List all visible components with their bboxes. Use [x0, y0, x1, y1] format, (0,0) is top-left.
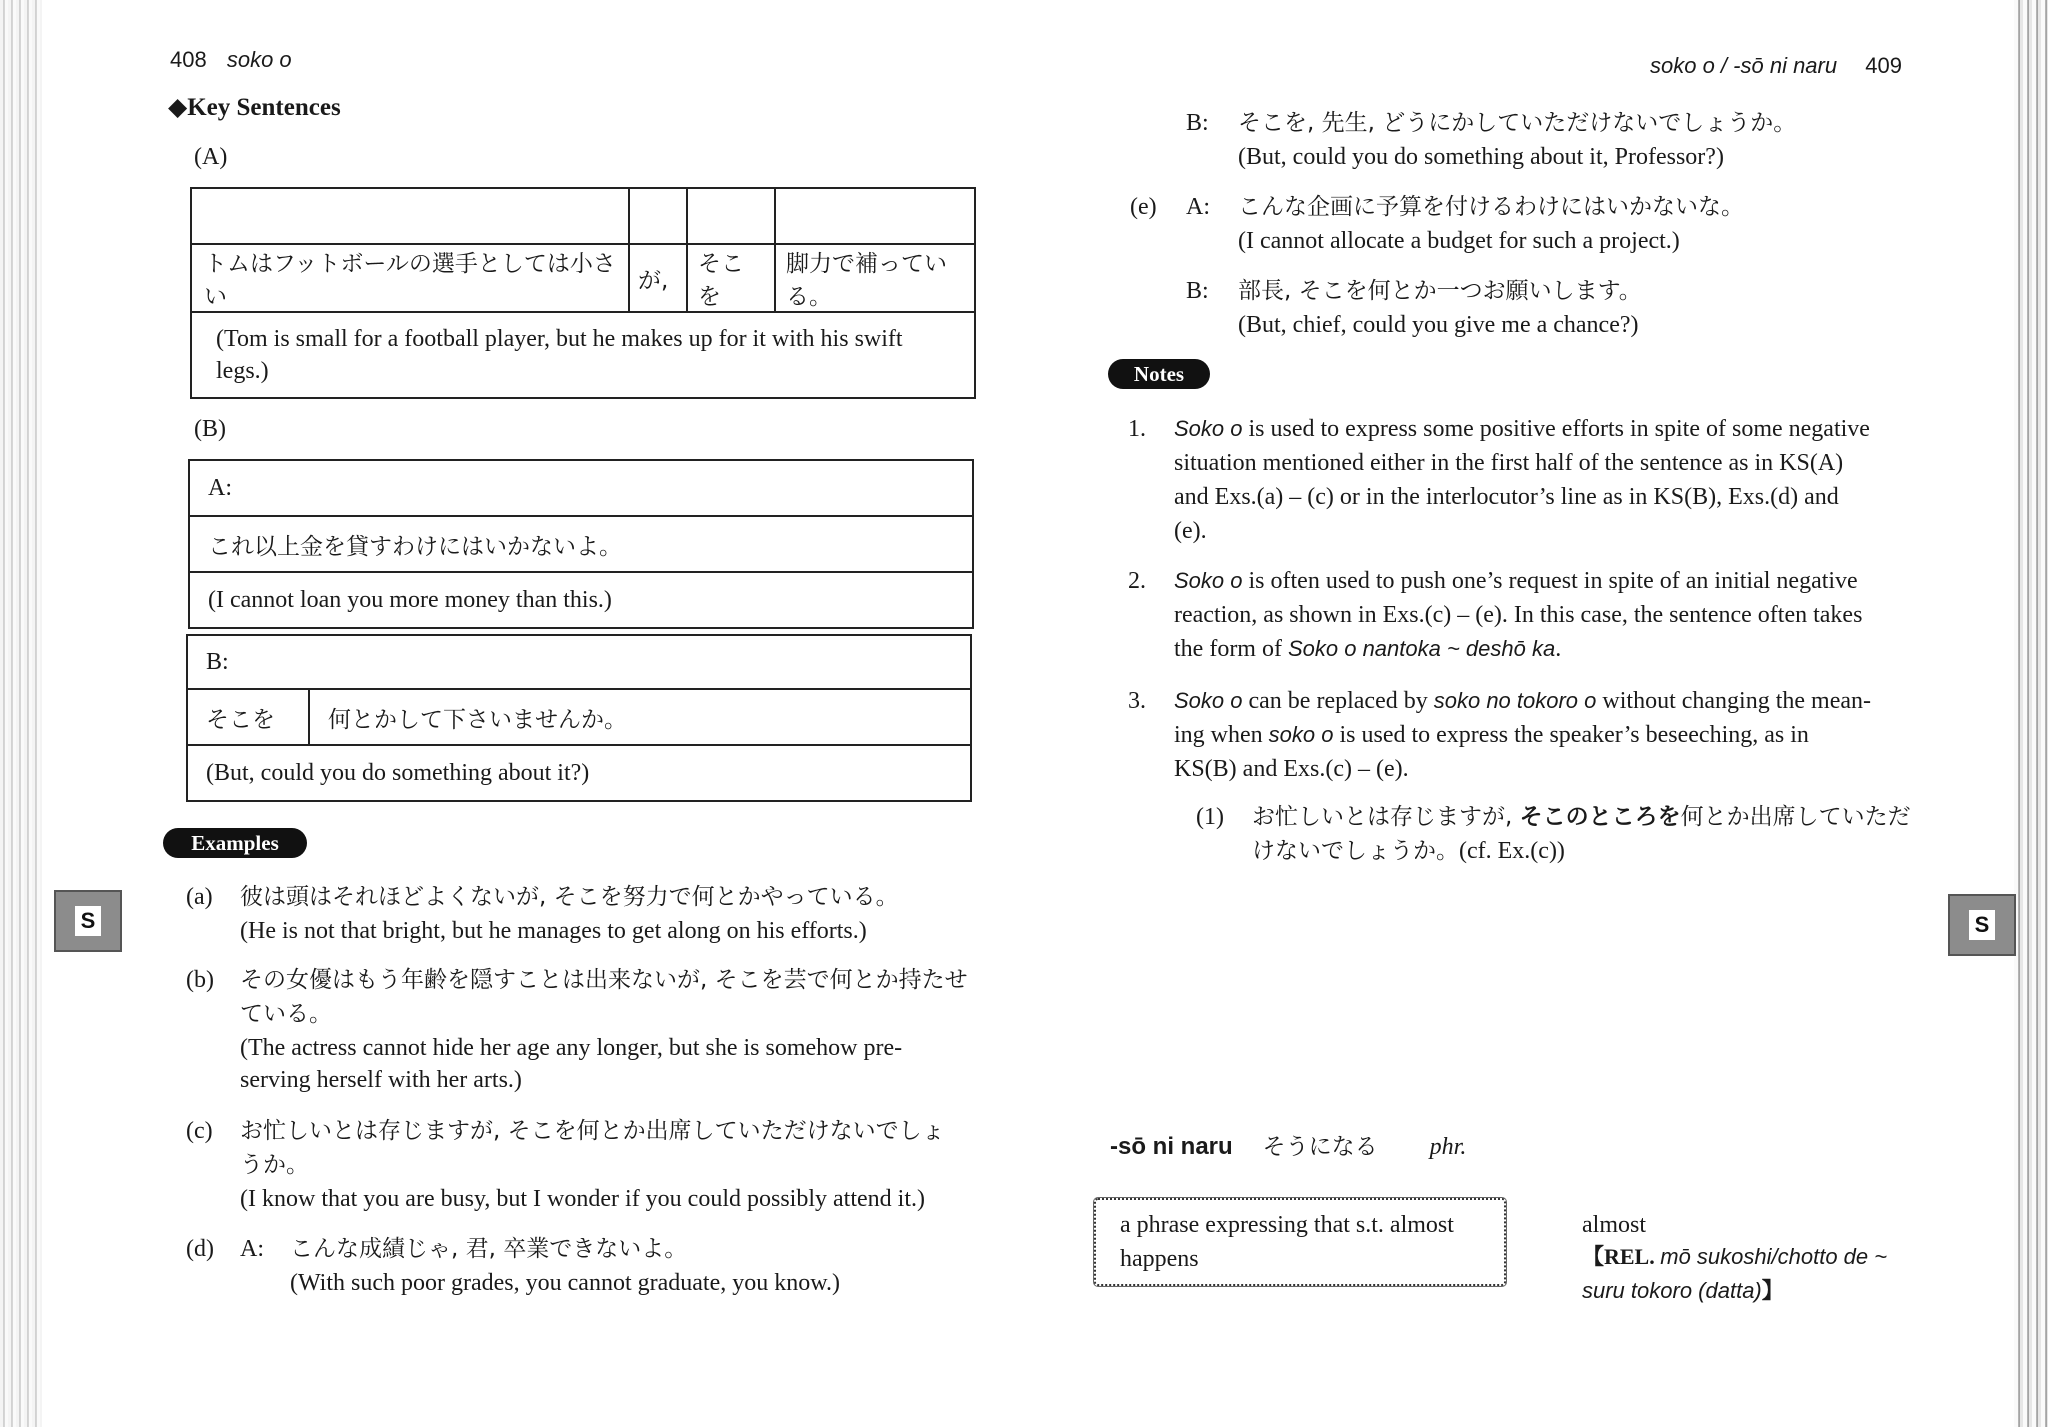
entry-definition-box	[1094, 1198, 1506, 1286]
section-a-label: (A)	[194, 144, 228, 170]
right-page-number: 409	[1865, 53, 1902, 78]
left-running-head	[170, 44, 292, 76]
note-2-text	[1174, 564, 1862, 666]
ks-a-soko: そこを	[687, 244, 775, 312]
ks-a-conjunction: が,	[629, 244, 687, 312]
example-e-label: (e)	[1130, 194, 1157, 220]
note-3-line2-a: ing when	[1174, 722, 1269, 748]
note-3-number: 3.	[1128, 688, 1146, 714]
example-e-a-en: (I cannot allocate a budget for such a project.)	[1238, 228, 1680, 254]
note-1-line1: is used to express some positive efforts in spite of some negative	[1242, 416, 1870, 442]
example-c-en: (I know that you are busy, but I wonder if you could possibly attend it.)	[240, 1186, 925, 1212]
right-section-tab	[1948, 894, 2016, 956]
note-1-line4: (e).	[1174, 518, 1207, 544]
entry-rel-words: mō sukoshi/chotto de ~ suru tokoro (datta)	[1582, 1244, 1888, 1303]
note-1-number: 1.	[1128, 416, 1146, 442]
note-example-jp-1c: 何とか出席していただ	[1680, 804, 1911, 830]
example-c-jp-line2: うか。	[240, 1152, 309, 1178]
note-2-tail-end: .	[1555, 636, 1562, 662]
notes-heading: Notes	[1108, 359, 1210, 389]
right-section-tab-letter: S	[1969, 910, 1995, 940]
note-1-line3: and Exs.(a) – (c) or in the interlocutor’s line as in KS(B), Exs.(d) and	[1174, 484, 1839, 510]
note-2-line2: reaction, as shown in Exs.(c) – (e). In this case, the sentence often takes	[1174, 602, 1863, 628]
note-example-jp-line1	[1252, 800, 1911, 834]
note-2-line3: the form of	[1174, 636, 1288, 662]
example-e-a-jp: こんな企画に予算を付けるわけにはいかないな。	[1238, 194, 1744, 220]
example-e-a-speaker: A:	[1186, 194, 1210, 220]
note-2-lead: Soko o	[1174, 568, 1243, 593]
right-running-title: soko o / -sō ni naru	[1650, 53, 1838, 78]
left-page-number: 408	[170, 47, 207, 72]
example-e-b-en: (But, chief, could you give me a chance?)	[1238, 312, 1639, 338]
example-d-en: (With such poor grades, you cannot graduate, you know.)	[290, 1270, 840, 1296]
entry-rel-close: 】	[1761, 1278, 1784, 1303]
entry-kana: そうになる	[1262, 1134, 1378, 1160]
note-1-text	[1174, 412, 1870, 548]
note-3-line1-end: without changing the mean-	[1596, 688, 1871, 714]
ks-b-b-jp: 何とかして下さいませんか。	[309, 689, 971, 745]
key-sentence-a-table	[190, 187, 976, 399]
example-b-label: (b)	[186, 967, 214, 993]
example-e-b-speaker: B:	[1186, 278, 1209, 304]
key-sentences-heading: ◆Key Sentences	[168, 94, 341, 121]
note-3-line2-italic: soko o	[1268, 722, 1334, 747]
ks-b-b-speaker: B:	[187, 635, 971, 689]
note-3-line2-b: is used to express the speaker’s beseeching, as in	[1333, 722, 1809, 748]
right-binding-edge	[2014, 0, 2048, 1427]
entry-rel	[1582, 1240, 1922, 1308]
ks-b-a-jp: これ以上金を貸すわけにはいかないよ。	[189, 516, 973, 572]
note-example-jp-1a: お忙しいとは存じますが,	[1252, 804, 1520, 830]
note-example-label: (1)	[1196, 804, 1224, 830]
examples-heading: Examples	[163, 828, 307, 858]
example-e-b-jp: 部長, そこを何とか一つお願いします。	[1238, 278, 1642, 304]
entry-header	[1110, 1128, 1466, 1161]
left-section-tab	[54, 890, 122, 952]
example-b-en-line1: (The actress cannot hide her age any longer, but she is somehow pre-	[240, 1035, 903, 1061]
entry-gloss: almost	[1582, 1212, 1646, 1238]
note-example-jp-1b: そこのところを	[1519, 804, 1681, 830]
note-2-line1: is often used to push one’s request in spite of an initial negative	[1242, 568, 1858, 594]
section-b-label: (B)	[194, 416, 226, 442]
entry-pos: phr.	[1429, 1134, 1467, 1160]
ks-a-translation: (Tom is small for a football player, but he makes up for it with his swift legs.)	[191, 312, 975, 398]
left-section-tab-letter: S	[75, 906, 101, 936]
entry-rel-open: 【REL.	[1582, 1244, 1661, 1269]
ks-b-b-soko: そこを	[187, 689, 309, 745]
left-running-title: soko o	[226, 47, 292, 72]
note-3-line1-mid: can be replaced by	[1242, 688, 1434, 714]
ks-a-clause: トムはフットボールの選手としては小さい	[191, 244, 629, 312]
example-a-en: (He is not that bright, but he manages to get along on his efforts.)	[240, 918, 867, 944]
note-1-line2: situation mentioned either in the first half of the sentence as in KS(A)	[1174, 450, 1844, 476]
example-d-b-speaker: B:	[1186, 110, 1209, 136]
note-3-text	[1174, 684, 1871, 786]
entry-definition: a phrase expressing that s.t. almost happens	[1120, 1212, 1454, 1272]
ks-b-a-speaker: A:	[189, 460, 973, 516]
left-binding-edge	[0, 0, 42, 1427]
note-example-ref: (cf. Ex.(c))	[1459, 838, 1565, 864]
ks-a-predicate: 脚力で補っている。	[775, 244, 975, 312]
note-2-tail-italic: Soko o nantoka ~ deshō ka	[1287, 636, 1556, 661]
example-d-b-en: (But, could you do something about it, Professor?)	[1238, 144, 1724, 170]
entry-headword: -sō ni naru	[1110, 1133, 1233, 1160]
note-2-number: 2.	[1128, 568, 1146, 594]
example-a-jp: 彼は頭はそれほどよくないが, そこを努力で何とかやっている。	[240, 884, 899, 910]
example-c-jp-line1: お忙しいとは存じますが, そこを何とか出席していただけないでしょ	[240, 1118, 945, 1144]
example-a-label: (a)	[186, 884, 213, 910]
note-example-jp-2: けないでしょうか。	[1252, 838, 1459, 864]
example-b-jp-line2: ている。	[240, 1001, 332, 1027]
note-3-lead: Soko o	[1174, 688, 1243, 713]
right-running-head	[1650, 50, 1902, 82]
example-d-jp: こんな成績じゃ, 君, 卒業できないよ。	[290, 1236, 688, 1262]
key-sentence-b-table-a	[188, 459, 974, 629]
note-3-line1-italic: soko no tokoro o	[1433, 688, 1597, 713]
example-b-en-line2: serving herself with her arts.)	[240, 1067, 522, 1093]
ks-b-a-translation: (I cannot loan you more money than this.)	[189, 572, 973, 628]
example-b-jp-line1: その女優はもう年齢を隠すことは出来ないが, そこを芸で何とか持たせ	[240, 967, 968, 993]
note-1-lead: Soko o	[1174, 416, 1243, 441]
note-3-line3: KS(B) and Exs.(c) – (e).	[1174, 756, 1409, 782]
example-c-label: (c)	[186, 1118, 213, 1144]
note-example-line2	[1252, 834, 1565, 868]
example-d-b-jp: そこを, 先生, どうにかしていただけないでしょうか。	[1238, 110, 1797, 136]
ks-b-b-translation: (But, could you do something about it?)	[187, 745, 971, 801]
example-d-label: (d)	[186, 1236, 214, 1262]
example-d-speaker: A:	[240, 1236, 264, 1262]
key-sentence-b-table-b	[186, 634, 972, 802]
